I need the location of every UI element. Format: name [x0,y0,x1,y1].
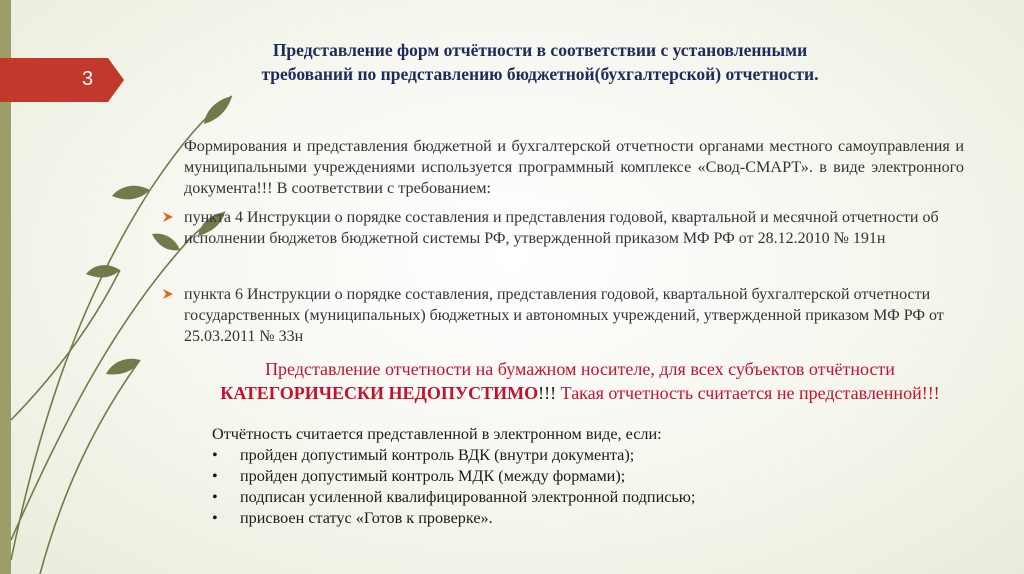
conditions-heading: Отчётность считается представленной в электронном виде, если: [212,425,662,443]
warning-line-1: Представление отчетности на бумажном носителе, для всех субъектов отчётности [265,359,895,379]
title-line-1: Представление форм отчётности в соответствии с установленными [272,40,808,60]
bullet-dot-icon: • [212,509,218,527]
warning-line-2 [140,381,1020,405]
slide-number: 3 [82,68,94,90]
warning-rest: Такая отчетность считается не представленной!!! [556,383,940,403]
bullet-dot-icon: • [212,446,218,464]
slide-number-banner [0,58,124,102]
slide-title [140,38,940,86]
warning-exclamation: !!! [538,383,557,403]
bullet-arrow-icon [162,211,174,223]
condition-item: • пройден допустимый контроль ВДК (внутри документа); [212,446,635,464]
bullet-item-2: пункта 6 Инструкции о порядке составления, представления годовой, квартальной бухгалтерской отчетности государственных (муниципальных) бюджетных и автономных учреждений, утвержденной приказом МФ РФ от 25.03.2011 № 33н [184,286,944,345]
condition-item: • присвоен статус «Готов к проверке». [212,509,493,527]
bullet-dot-icon: • [212,488,218,506]
conditions-block [212,424,832,529]
condition-item: • пройден допустимый контроль МДК (между формами); [212,467,626,485]
title-line-2: требований по представлению бюджетной(бухгалтерской) отчетности. [261,64,819,84]
warning-emphasis: КАТЕГОРИЧЕСКИ НЕДОПУСТИМО [220,383,539,403]
bullet-dot-icon: • [212,467,218,485]
intro-paragraph: Формирования и представления бюджетной и бухгалтерской отчетности органами местного самоуправления и муниципальными учреждениями используется программный комплексе «Свод-СМАРТ». в виде электронного документа!!! В соответствии с требованием: [184,137,964,197]
bullet-arrow-icon [162,288,174,300]
conditions-list [212,445,832,529]
condition-item: • подписан усиленной квалифицированной электронной подписью; [212,488,696,506]
bullet-item-1: пункта 4 Инструкции о порядке составления и представления годовой, квартальной и месячной отчетности об исполнении бюджетов бюджетной системы РФ, утвержденной приказом МФ РФ от 28.12.2010 № 191н [184,209,939,247]
